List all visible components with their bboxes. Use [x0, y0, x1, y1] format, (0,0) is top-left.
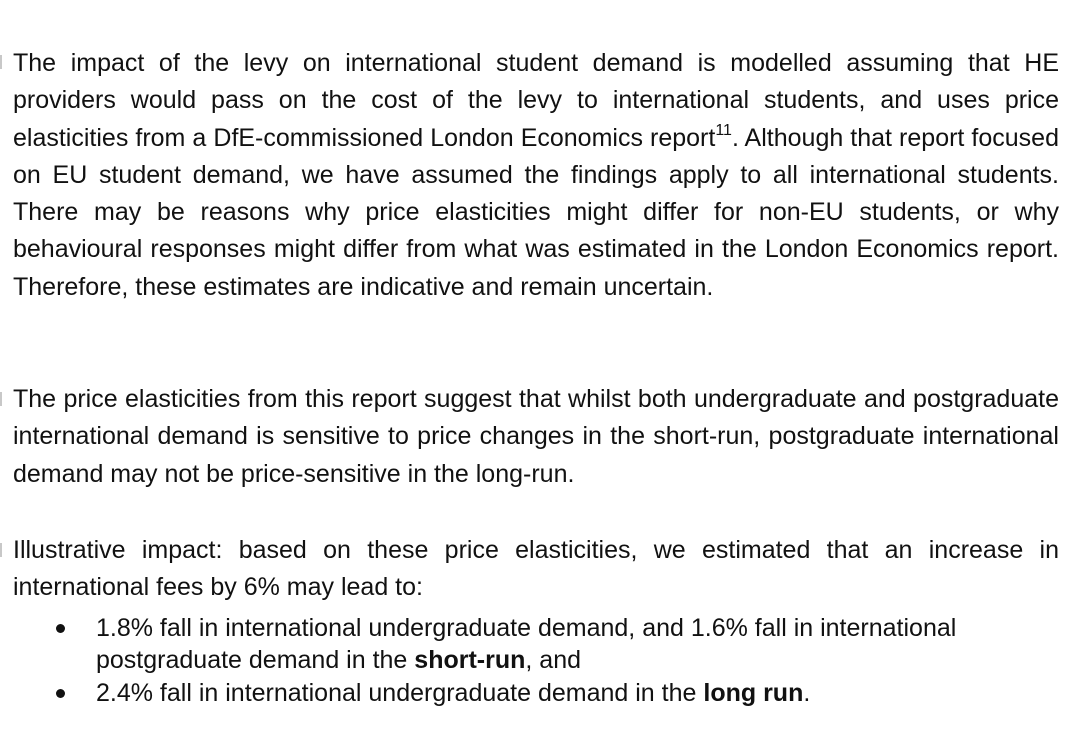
bullet-line: 1.8% fall in international undergraduate demand, and 1.6% fall in international [96, 614, 957, 642]
footnote-reference[interactable]: 11 [715, 122, 732, 140]
paragraph-text: . Although that report focused on EU student demand, we have assumed the findings apply to all international students. There may be reasons why price elasticities might differ for non-EU students, or why behavioural responses might differ from what was estimated in the London Economics report. Therefore, these estimates are indicative and remain uncertain. [13, 123, 1059, 301]
bullet-icon [56, 624, 65, 633]
bullet-line: 2.4% fall in international undergraduate demand in the [96, 679, 704, 707]
bullet-icon [56, 689, 65, 698]
bullet-text [96, 612, 1060, 676]
paragraph-text: Illustrative impact: based on these price elasticities, we estimated that an increase in international fees by 6% may lead to: [13, 536, 1059, 602]
paragraph-levy-impact [13, 45, 1059, 306]
margin-mark [0, 543, 2, 557]
paragraph-text: The impact of the levy on international student demand is modelled assuming that HE providers would pass on the cost of the levy to international students, and uses price elasticities from a DfE-commissioned London Economics report [13, 49, 1059, 152]
bullet-line: postgraduate demand in the [96, 646, 415, 674]
bold-term: short-run [414, 646, 526, 674]
margin-mark [0, 392, 2, 406]
paragraph-illustrative-impact [13, 532, 1059, 607]
margin-mark [0, 55, 2, 69]
paragraph-text: The price elasticities from this report suggest that whilst both undergraduate and postgraduate international demand is sensitive to price changes in the short-run, postgraduate international demand may not be price-sensitive in the long-run. [13, 385, 1059, 488]
bullet-line: . [803, 679, 811, 707]
paragraph-price-elasticities [13, 381, 1059, 493]
bullet-text [96, 677, 1060, 709]
bold-term: long run [703, 679, 804, 707]
bullet-line: , and [525, 646, 582, 674]
